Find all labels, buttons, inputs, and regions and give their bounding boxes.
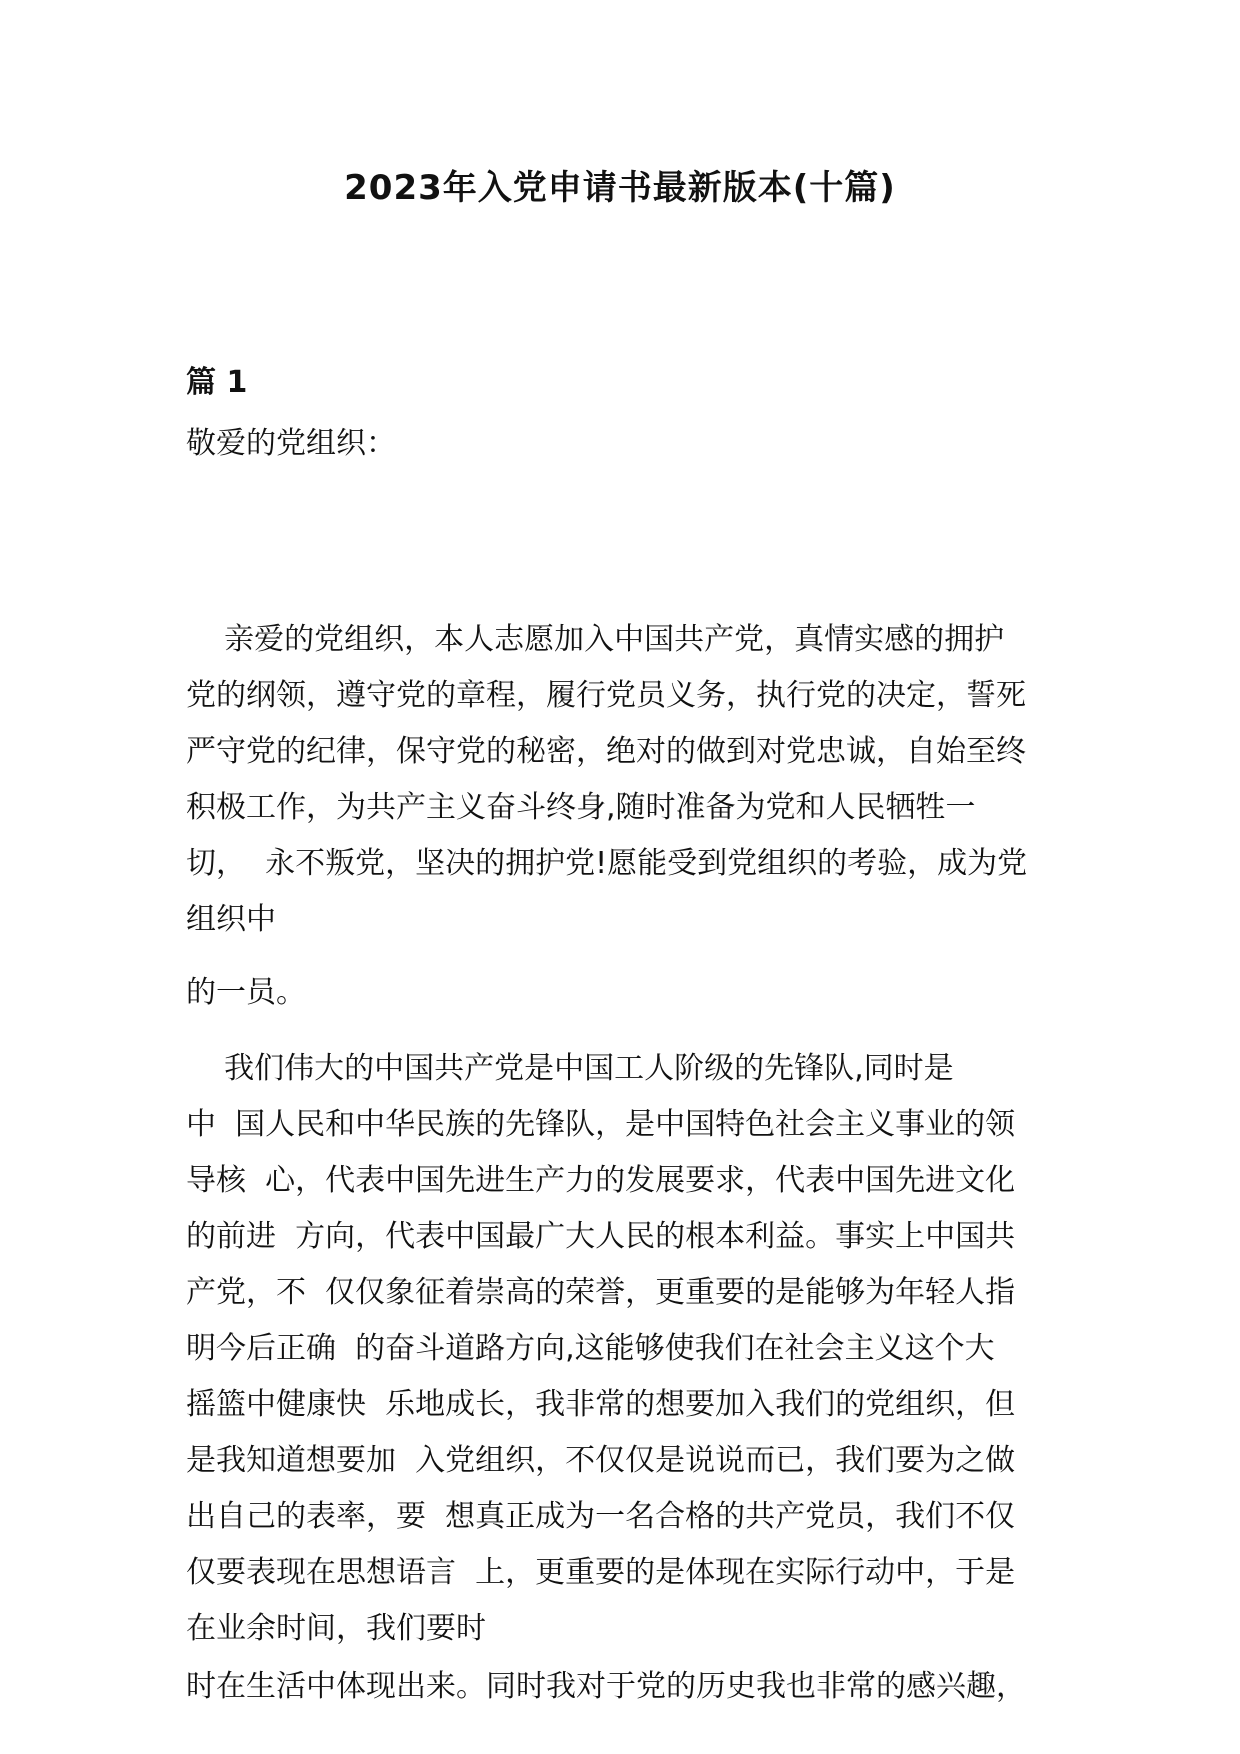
section-label: 篇 1: [186, 365, 248, 400]
paragraph-line: 明今后正确 的奋斗道路方向,这能够使我们在社会主义这个大: [186, 1331, 995, 1366]
paragraph-line: 组织中: [186, 902, 276, 937]
paragraph-line: 导核 心，代表中国先进生产力的发展要求，代表中国先进文化: [186, 1163, 1016, 1198]
paragraph-3: [186, 1041, 1066, 1657]
paragraph-line: 摇篮中健康快 乐地成长，我非常的想要加入我们的党组织，但: [186, 1387, 1016, 1422]
paragraph-line: 党的纲领，遵守党的章程，履行党员义务，执行党的决定，誓死: [186, 678, 1026, 713]
paragraph-line: 中 国人民和中华民族的先锋队，是中国特色社会主义事业的领: [186, 1107, 1016, 1142]
paragraph-4: [186, 1659, 1066, 1715]
paragraph-line: 时在生活中体现出来。同时我对于党的历史我也非常的感兴趣，: [186, 1669, 1026, 1704]
paragraph-line: 仅要表现在思想语言 上，更重要的是体现在实际行动中，于是: [186, 1555, 1016, 1590]
document-title: 2023年入党申请书最新版本(十篇): [344, 168, 896, 208]
paragraph-2: [186, 965, 1066, 1021]
paragraph-line: 亲爱的党组织，本人志愿加入中国共产党，真情实感的拥护: [186, 622, 1005, 657]
paragraph-line: 积极工作，为共产主义奋斗终身,随时准备为党和人民牺牲一: [186, 790, 976, 825]
salutation: 敬爱的党组织：: [186, 426, 396, 461]
paragraph-1: [186, 612, 1066, 948]
paragraph-line: 的前进 方向，代表中国最广大人民的根本利益。事实上中国共: [186, 1219, 1016, 1254]
paragraph-line: 我们伟大的中国共产党是中国工人阶级的先锋队,同时是: [186, 1051, 954, 1086]
paragraph-line: 的一员。: [186, 975, 306, 1010]
paragraph-line: 产党，不 仅仅象征着崇高的荣誉，更重要的是能够为年轻人指: [186, 1275, 1016, 1310]
paragraph-line: 严守党的纪律，保守党的秘密，绝对的做到对党忠诚，自始至终: [186, 734, 1026, 769]
paragraph-line: 出自己的表率，要 想真正成为一名合格的共产党员，我们不仅: [186, 1499, 1016, 1534]
paragraph-line: 切， 永不叛党，坚决的拥护党!愿能受到党组织的考验，成为党: [186, 846, 1028, 881]
paragraph-line: 在业余时间，我们要时: [186, 1611, 486, 1646]
paragraph-line: 是我知道想要加 入党组织，不仅仅是说说而已，我们要为之做: [186, 1443, 1016, 1478]
